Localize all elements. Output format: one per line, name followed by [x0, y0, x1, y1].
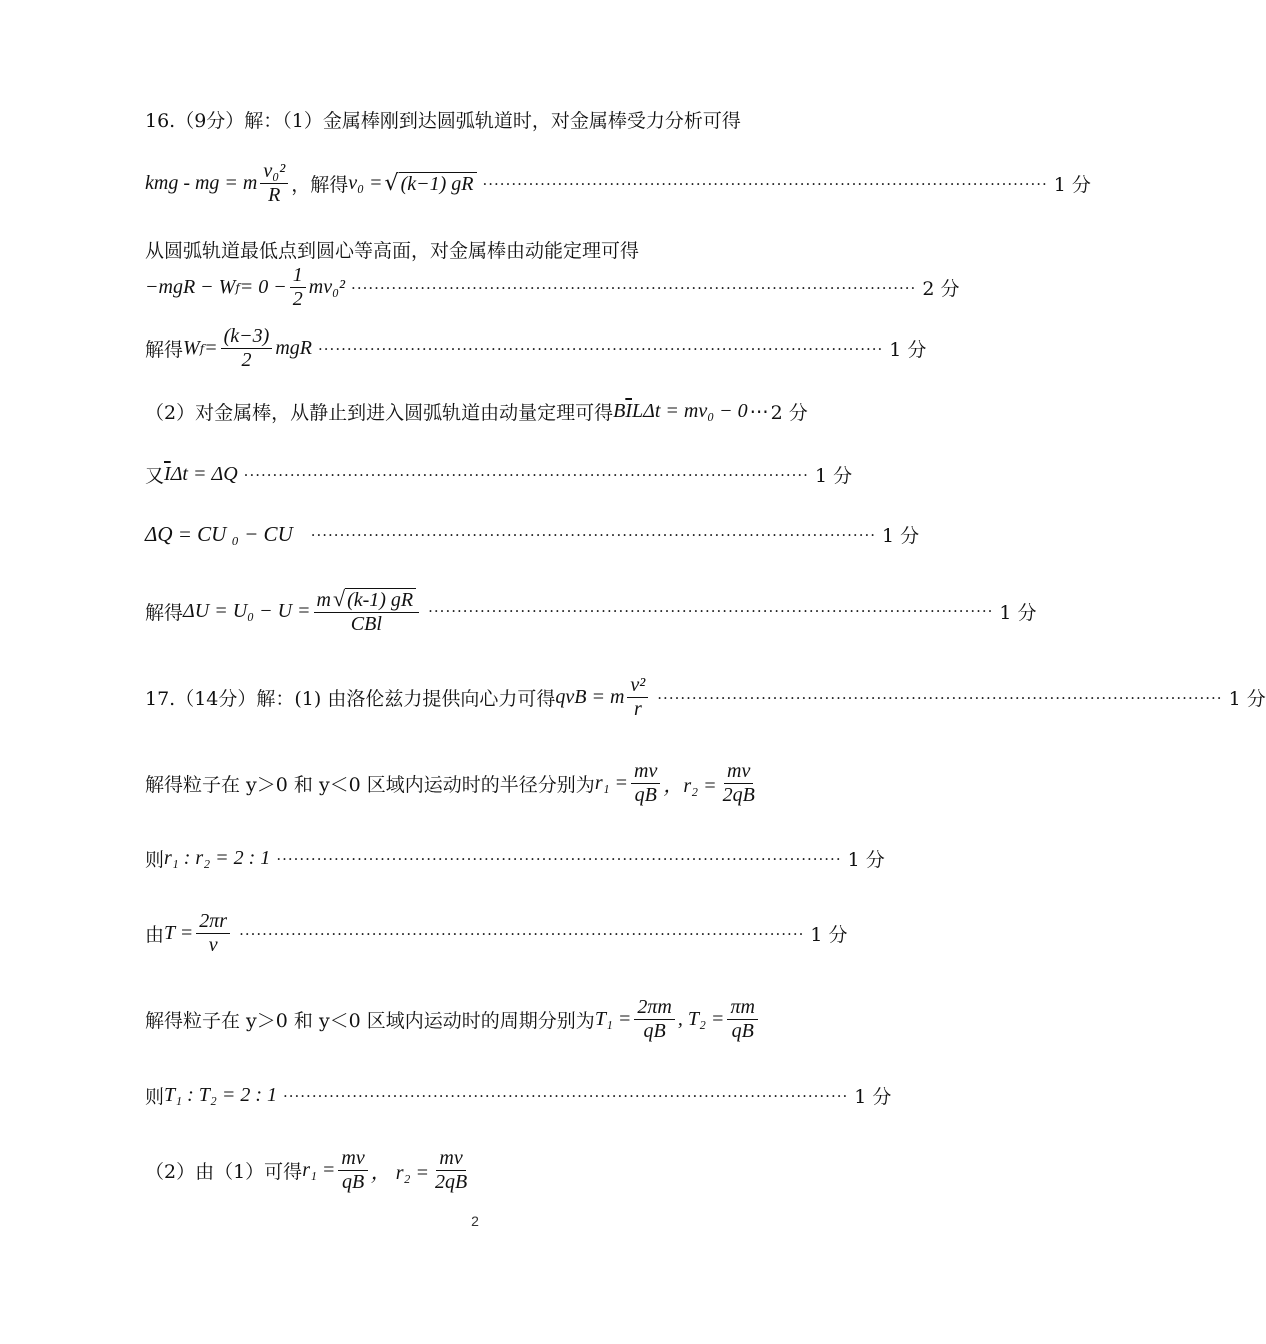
q16-equation-5: 又 $\overline{I}$ Δt = ΔQ ·································································································· 1 分	[145, 463, 853, 487]
leader-dots: ··································································································	[243, 465, 809, 484]
fraction: $\frac{\pi m}{qB}$	[727, 996, 757, 1043]
q17-period-line: 解得粒子在 y＞0 和 y＜0 区域内运动时的周期分别为 T₁ = $\frac{2\pi m}{qB}$ , T₂ = $\frac{\pi m}{qB}$	[145, 996, 805, 1043]
q16-equation-3: 解得 W f = $\frac{(k-3)}{2}$ mgR ·································································································· 1 分	[145, 325, 927, 371]
fraction: $\frac{1}{2}$	[290, 264, 306, 311]
sqrt-icon: √	[384, 171, 399, 196]
fraction: $\frac{m√ (k-1) gR}{\text{CBl}}$	[314, 586, 420, 636]
page-number: 2	[471, 1213, 479, 1229]
q17-radius-ratio: 则 r₁ : r₂ = 2 : 1 ·································································································· 1 分	[145, 847, 885, 871]
sqrt-icon: √	[332, 586, 346, 611]
q16-equation-2: −mgR − W f = 0 − $\frac{1}{2}$ mv₀² ·································································································· 2 分	[145, 264, 960, 310]
score: 1 分	[882, 525, 920, 547]
leader-dots: ··································································································	[282, 1086, 849, 1105]
leader-dots: ··································································································	[428, 602, 994, 620]
leader-dots: ··································································································	[482, 174, 1048, 193]
leader-dots: ··································································································	[318, 339, 884, 358]
fraction: $\frac{mv}{qB}$	[338, 1147, 367, 1194]
fraction: $\frac{\text{v²}}{r}$	[627, 674, 648, 721]
q17-part-2: （2）由（1）可得 r₁ = $\frac{mv}{qB}$ ， r₂ = $\frac{mv}{2qB}$	[145, 1147, 805, 1194]
q17-header: 17.（14分）解：(1) 由洛伦兹力提供向心力可得 qvB = m $\frac{\text{v²}}{r}$ ·································································································· 1 分	[145, 674, 1266, 720]
q16-header: 16.（9分）解：（1）金属棒刚到达圆弧轨道时，对金属棒受力分析可得	[145, 110, 741, 132]
q16-equation-1: kmg - mg = m $\frac{\text{v₀²}}{R}$ ，解得 v₀ = √ (k−1) gR ·································································································· 1 分	[145, 160, 1091, 206]
leader-dots: ··································································································	[351, 278, 917, 297]
score: 1 分	[999, 601, 1037, 624]
leader-dots: ··································································································	[310, 525, 877, 544]
q17-period-formula: 由 T = $\frac{2\pi r}{v}$ ·································································································· 1 分	[145, 910, 848, 956]
fraction: $\frac{mv}{2qB}$	[722, 760, 755, 806]
q17-period-ratio: 则 T₁ : T₂ = 2 : 1 ·································································································· 1 分	[145, 1084, 892, 1108]
q17-radius-line: 解得粒子在 y＞0 和 y＜0 区域内运动时的半径分别为 r₁ = $\frac{mv}{qB}$ ，r₂ = $\frac{mv}{2qB}$	[145, 760, 805, 807]
score: 1 分	[847, 849, 885, 871]
score: 1 分	[810, 924, 848, 946]
fraction: $\frac{2\pi r}{v}$	[196, 910, 230, 957]
q16-text-2: 从圆弧轨道最低点到圆心等高面，对金属棒由动能定理可得	[145, 240, 640, 262]
score: 1 分	[1053, 174, 1091, 196]
q16-part-2: （2）对金属棒，从静止到进入圆弧轨道由动量定理可得 B $\overline{I}$ LΔt = mv₀ − 0 ⋯ 2 分	[145, 400, 808, 424]
leader-dots: ··································································································	[239, 924, 805, 943]
leader-dots: ··································································································	[657, 688, 1223, 707]
score: 1 分	[814, 465, 853, 487]
score: 1 分	[1228, 688, 1266, 710]
fraction: $\frac{mv}{2qB}$	[434, 1147, 468, 1193]
score: 1 分	[889, 339, 927, 361]
score: 1 分	[854, 1086, 892, 1108]
fraction: $\frac{2\pi m}{qB}$	[634, 996, 674, 1043]
fraction: $\frac{(k-3)}{2}$	[221, 325, 273, 372]
q16-equation-7: 解得 ΔU = U₀ − U = $\frac{m√ (k-1) gR}{\text{CBl}}$ ·································································································· 1 分	[145, 586, 1037, 635]
fraction: $\frac{mv}{qB}$	[631, 760, 660, 807]
fraction: $\frac{\text{v₀²}}{R}$	[260, 160, 288, 207]
score: 2 分	[770, 402, 808, 424]
score: 2 分	[922, 278, 960, 300]
q16-equation-6: ΔQ = CU ₀ − CU ·································································································· 1 分	[145, 522, 920, 547]
leader-dots: ··································································································	[276, 849, 842, 868]
